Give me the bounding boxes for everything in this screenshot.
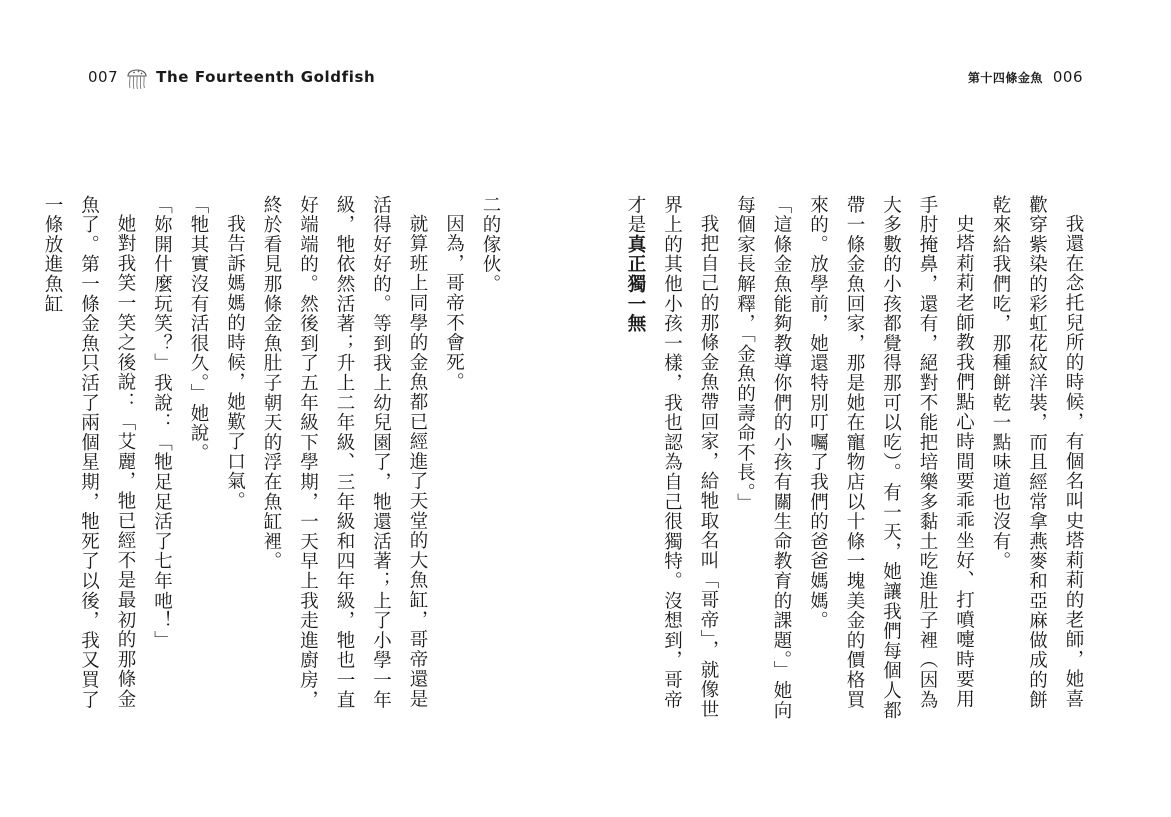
paragraph: 二的傢伙。 (480, 195, 501, 294)
paragraph: 我告訴媽媽的時候，她歎了口氣。 (224, 213, 246, 511)
left-page-number: 007 (88, 68, 119, 86)
paragraph (617, 195, 727, 725)
paragraph: 「牠其實沒有活很久。」她說。 (188, 195, 209, 463)
right-body-text (625, 195, 1091, 725)
book-title: The Fourteenth Goldfish (156, 68, 376, 86)
paragraph: 就算班上同學的金魚都已經進了天堂的大魚缸，哥帝還是活得好好的。等到我上幼兒園了，牠還活著；上了小學一年級，牠依然活著；升上二年級、三年級和四年級，牠也一直好端端的。然後到了五年級下學期，一天早上我走進廚房，終於看見那條金魚肚子朝天的浮在魚缸裡。 (261, 195, 428, 710)
right-page (586, 0, 1171, 817)
paragraph: 史塔莉莉老師教我們點心時間要乖乖坐好、打噴嚏時要用手肘掩鼻，還有，絕對不能把培樂多黏土吃進肚子裡（因為大多數的小孩都覺得那可以吃）。有一天，她讓我們每個人都帶一條金魚回家，那是她在寵物店以十條一塊美金的價格買來的。放學前，她還特別叮囑了我們的爸爸媽媽。 (807, 195, 975, 721)
paragraph: 她對我笑一笑之後說：「艾麗，牠已經不是最初的那條金魚了。第一條金魚只活了兩個星期，牠死了以後，我又買了一條放進魚缸 (42, 195, 136, 710)
jellyfish-icon (124, 64, 150, 90)
paragraph-text: 我把自己的那條金魚帶回家，給牠取名叫「哥帝」，就像世界上的其他小孩一樣，我也認為自己很獨特。沒想到，哥帝才是 (625, 195, 719, 720)
left-body-text (42, 195, 508, 725)
right-page-number: 006 (1052, 68, 1083, 86)
left-running-header (88, 66, 375, 88)
right-running-header (968, 66, 1083, 88)
paragraph: 我還在念托兒所的時候，有個名叫史塔莉莉的老師，她喜歡穿紫染的彩虹花紋洋裝，而且經常拿燕麥和亞麻做成的餅乾來給我們吃，那種餅乾一點味道也沒有。 (990, 195, 1084, 710)
left-page (0, 0, 585, 817)
emphasis-text: 真正獨一無 (625, 234, 646, 334)
paragraph: 「這條金魚能夠教導你們的小孩有關生命教育的課題。」她向每個家長解釋，「金魚的壽命不長。」 (734, 195, 792, 721)
chapter-title: 第十四條金魚 (967, 70, 1043, 85)
paragraph: 因為，哥帝不會死。 (443, 213, 465, 392)
paragraph: 「妳開什麼玩笑？」我說：「牠足足活了七年吔！」 (151, 195, 173, 651)
